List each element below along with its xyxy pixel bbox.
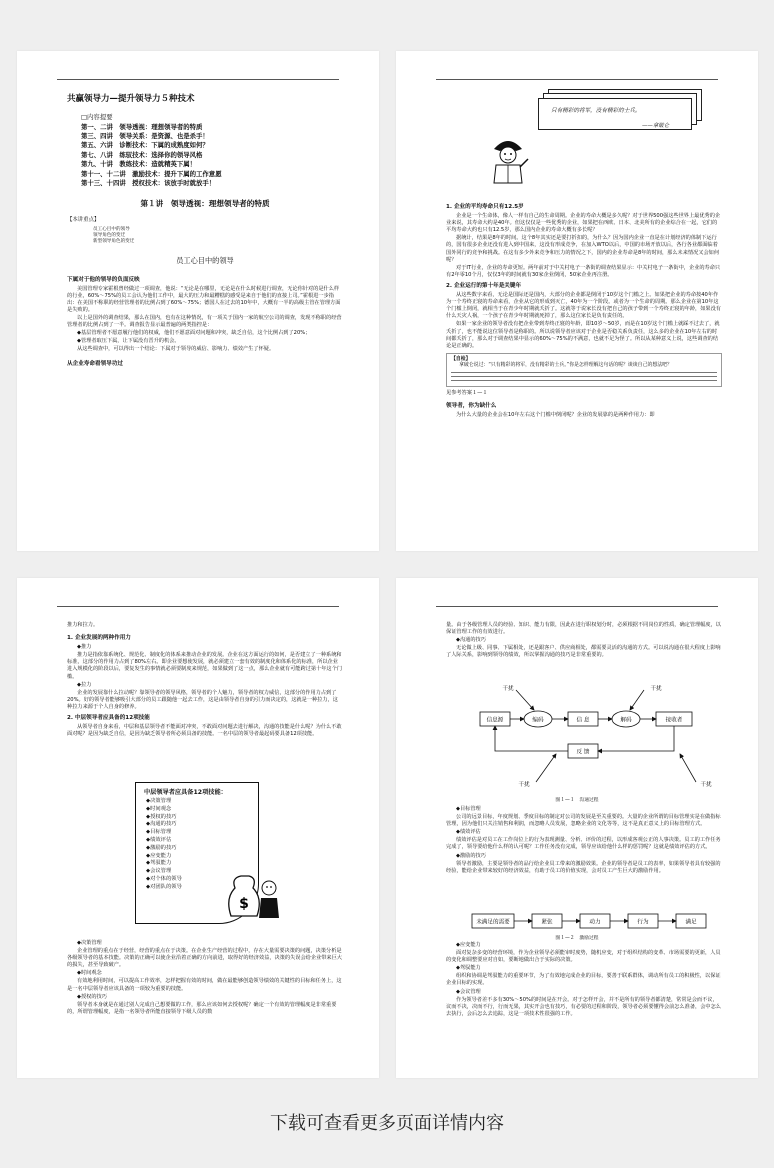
noise-label: 干扰 xyxy=(700,782,712,788)
paragraph: 推力是指依靠系统化、规范化、制度化的体系来推动企业的发展。企业在这方面运行的如何，是否建立了一种系统和标准，这部分的作用力占到了80%左右。即企业要想使发展，就必须建立一套有效的制度化和体系化的标准，所以企业进入规模化的阶段以后，要复发生的事情就必须要制度来规范，如果做到了这一点，那么企业就有可能跨过第十年这个门槛。 xyxy=(67,652,342,680)
heading: 1. 企业发展的两种作用力 xyxy=(67,635,131,642)
paragraph: ◆拉力 xyxy=(77,681,92,688)
answer-line xyxy=(451,380,717,381)
paragraph: 从这些数字来看，无论是国际还是国内，大部分的企业都是倒闭于10岁这个门槛之上。如果把企业的寿命按40年作为一个寿终正寝的寿命来看，企业从它的形成到灭亡，40年为一个阶段。或者为一个生命的周期。那么企业在第10年这个门槛上倒闭，就相当于在青少年时期就夭折了。这就等于说家长没有把自己的孩子带到一个寿终正寝的年龄，如果没有什么天灾人祸，一个孩子在青少年时期就死掉了，那么这位家长是负有责任的。 xyxy=(446,292,721,320)
paragraph: 企业的发展靠什么拉动呢？靠领导者的领导风格，领导者的个人魅力，领导者的权力威信，这部分的作用力占到了20%。好的领导者能够吸引大部分的员工跟随他一起去工作，这是由领导者自身的引力而决定的，这就是一种拉力，这种拉力来源于个人自身的修养。 xyxy=(67,689,338,710)
answer-reference: 见参考答案１—１ xyxy=(446,389,488,396)
key-point: 新型领导角色的变迁 xyxy=(93,239,135,245)
noise-label: 干扰 xyxy=(650,686,662,692)
flow-node: 信息源 xyxy=(486,717,504,724)
header-rule xyxy=(57,79,339,80)
header-rule xyxy=(57,606,339,607)
paragraph: 组织和协调是驾驭能力的重要环节，为了有效地完成企业的目标，要善于联系群体，调动所有员工的积极性，以保证企业目标的实现。 xyxy=(446,973,721,987)
paragraph: 对于IT行业，企业的寿命更短。两年前对于中关村电子一条街的调查结果显示：中关村电子一条街中，企业的寿命只有2年零10个月，仅仅3年的时间就有30家企业倒闭，50家企业再注册。 xyxy=(446,264,721,278)
paragraph: 为什么大量的企业会在10年左右这个门槛中倒闭呢？企业的发展靠的是两种作用力：即 xyxy=(456,412,655,419)
self-check-question: 拿破仑说过：“只有精彩的将军，没有精彩的士兵。”你是怎样理解这句话的呢？谈谈自己的想法吧？ xyxy=(459,362,672,369)
skills-title: 中层领导者应具备12项技能： xyxy=(144,789,227,796)
quote-cards xyxy=(538,95,698,135)
paragraph: 绩效评估是对员工在工作岗位上的行为表现测量、分析、评价的过程，以形成客观公正的人事决策。员工的工作任务完成了，领导要给他什么样的认可呢？工作任务没有完成，领导应该给他什么样的惩罚呢？这就是绩效评估的方式。 xyxy=(446,837,721,851)
heading: 领导者，你为缺什么 xyxy=(446,403,497,410)
skill-item: ◆授权的技巧 xyxy=(146,813,177,820)
diamond-bullet-icon: ◆ xyxy=(146,836,151,843)
paragraph: 以上是国外的调查结果，那么在国内，也有在这种情况，有一项关于国内一家的航空公司的调查，发现不称职的经营管理者的比例占到了一半。调查报告显示最普遍的两类指控是： xyxy=(67,314,342,329)
svg-text:$: $ xyxy=(239,896,249,912)
table-of-contents xyxy=(81,113,343,188)
flow-node: 接收者 xyxy=(665,717,683,724)
subheading: 下属对于他的领导的负面反映 xyxy=(67,276,140,283)
skill-item: ◆激励的技巧 xyxy=(146,844,177,851)
flow-node: 反 馈 xyxy=(576,749,590,756)
paragraph: 企业是一个生命体，像人一样有自己的生命周期。企业的寿命大概是多久呢？对于世界500强这些世界上最优秀的企业来说，其寿命大约是40年。但这仅仅是一些优秀的企业，如果把在西欧、日本、北美所有的企业综合在一起，它们的平均寿命大约也只有12.5岁，那么国内企业的寿命大概有多长呢？ xyxy=(446,213,721,234)
document-page-1 xyxy=(17,51,379,551)
paragraph: 从这些调查中，可以得出一个结论：下属对于领导的威信、影响力、绩效产生了怀疑。 xyxy=(77,346,275,353)
paragraph: ◆应变能力 xyxy=(456,942,481,948)
quote-author: ——拿破仑 xyxy=(642,123,669,129)
diamond-bullet-icon: ◆ xyxy=(146,875,151,882)
paragraph: ◆管理者取压下属，让下属没有晋升的机会。 xyxy=(77,338,180,345)
diamond-bullet-icon: ◆ xyxy=(146,852,151,859)
subheading: 从企业寿命看领导功过 xyxy=(67,361,123,368)
heading: 2. 企业运行的第十年是关键年 xyxy=(446,282,522,289)
flow-node: 解码 xyxy=(620,717,632,724)
flow-node: 行为 xyxy=(637,919,649,926)
toc-item: 第七、八讲 练驭技术：选择你的领导风格 xyxy=(81,150,203,159)
paragraph: 企业管理的重点在于经营，经营的重点在于决策。在企业生产经营的过程中，存在大量需要决策的问题，决策分析是各级领导者的基本技能。决策的正确可以使企业沿着正确的方向前进，取得好的经济效益，决策的失误会给企业带来巨大的损失，甚至导致破产。 xyxy=(67,948,342,969)
skill-item: ◆应变能力 xyxy=(146,852,172,859)
download-more-caption[interactable]: 下载可查看更多页面详情内容 xyxy=(270,1113,504,1134)
paragraph: ◆决策管理 xyxy=(77,940,102,946)
diamond-bullet-icon: ◆ xyxy=(146,829,151,836)
skill-item: ◆目标管理 xyxy=(146,829,172,836)
toc-heading: □内容提要 xyxy=(81,113,113,122)
heading: 2. 中层领导者应具备的12项技能 xyxy=(67,715,150,722)
flow-node: 紧张 xyxy=(541,919,553,926)
skill-item: ◆沟通的技巧 xyxy=(146,821,177,828)
paragraph: 如果一家企业的领导者没有把企业带到寿终正寝的年龄，即10岁～50岁，而是在10岁这个门槛上就踩不过去了，就夭折了，也不能说这位领导者是称职的。所以说领导者应该对于企业是否稳关系负责任，这么多的企业在10年左右的时间都夭折了，那么对于调查结果中显示的60%～75%的不满意，也就不足为怪了。所以从某种意义上说，这些调查的结论是正确的。 xyxy=(446,321,720,349)
paragraph: 面对复杂多变的经营环境，作为企业领导必须能审时度势，随机应变，对于组织结构的变革、市场需要的更新，人员的变化和调整要应对自如，要断地做出合于实际的决策。 xyxy=(446,950,721,964)
paragraph: 从领导者自身来看，中层和基层领导者不能面对冲突，不敢面对问题去进行解决，沟通的技能是什么呢？为什么不敢面对呢？是因为缺乏自信，是因为缺乏领导者所必须具备的技能。一名中层的领导者最起码要具备12项技能。 xyxy=(67,724,342,738)
document-title: 共赢领导力—提升领导力５种技术 xyxy=(67,94,195,104)
diamond-bullet-icon: ◆ xyxy=(146,844,151,851)
diamond-bullet-icon: ◆ xyxy=(146,821,151,828)
noise-label: 干扰 xyxy=(518,782,530,788)
paragraph: ◆推力 xyxy=(77,644,92,651)
diamond-bullet-icon: ◆ xyxy=(146,868,151,875)
skill-item: ◆时间观念 xyxy=(146,805,172,812)
key-points-heading: 【本讲重点】 xyxy=(67,217,100,224)
document-page-4 xyxy=(396,578,758,1078)
paragraph: 领导者本身就是在通过别人完成自己想要做的工作，那么应该如何去授权呢？确定一个有效的管理幅度是非常重要的，所谓管理幅度，是指一名领导者所能直接领导下级人员的数 xyxy=(67,1001,337,1015)
section-title: 员工心目中的领导 xyxy=(176,256,234,266)
diamond-bullet-icon: ◆ xyxy=(146,805,151,812)
paragraph: ◆沟通的技巧 xyxy=(456,637,486,644)
paragraph: 量。由于各级管理人员的经验、知识、能力有限，因此在进行职权划分时，必须根据不同岗位的性质，确定管理幅度，以保证管理工作的有效进行。 xyxy=(446,622,721,636)
motivation-process-diagram xyxy=(470,910,720,932)
money-bag-cartoon-icon xyxy=(225,868,285,924)
self-check-box xyxy=(446,353,722,387)
key-point: 领导角色的变迁 xyxy=(93,232,126,238)
diamond-bullet-icon: ◆ xyxy=(146,813,151,820)
paragraph: ◆驾驭能力 xyxy=(456,965,481,972)
answer-line xyxy=(451,372,717,373)
quote-card xyxy=(538,98,692,130)
napoleon-cartoon-icon xyxy=(486,135,530,185)
flow-node: 信 息 xyxy=(576,717,590,724)
paragraph: ◆会议管理 xyxy=(456,988,481,995)
paragraph: 领导者激励，主要是领导者的品行给企业员工带来的激励效果。企业的领导者是员工的表率，如果领导者具有较强的经验，能给企业带来较好的经济效益，有助于员工的价值实现，会对员工产生巨大的激励作用。 xyxy=(446,860,721,874)
diamond-bullet-icon: ◆ xyxy=(146,798,151,804)
self-check-heading: 【自检】 xyxy=(451,355,471,362)
skill-item: ◆对团队的领导 xyxy=(146,883,182,890)
lecture-title: 第１讲 领导透视：理想领导者的特质 xyxy=(140,199,270,209)
diamond-bullet-icon: ◆ xyxy=(146,860,151,867)
heading: 1. 企业的平均寿命只有12.5岁 xyxy=(446,204,524,210)
flow-node: 未满足的需要 xyxy=(476,919,510,926)
paragraph: ◆时间观念 xyxy=(77,970,102,977)
skill-item: ◆绩效评估 xyxy=(146,836,172,843)
skill-item: ◆会议管理 xyxy=(146,868,172,875)
toc-item: 第十一、十二讲 激励技术：提升下属的工作意愿 xyxy=(81,169,222,178)
paragraph: 公司的远景目标，年度规划、季度目标的制定对公司的发展是至关重要的。大量的企业所谓的目标管理实是在做指标管理，因为他们只关注销售和利润，而忽略人员发展，忽略企业的文化等等，这不是真正意义上的目标管理方式。 xyxy=(446,814,721,828)
paragraph: ◆绩效评估 xyxy=(456,829,481,836)
flow-node: 满足 xyxy=(685,919,697,926)
key-point: 员工心目中的领导 xyxy=(93,226,130,232)
paragraph: ◆目标管理 xyxy=(456,806,481,812)
paragraph: 作为领导者差不多有30%～50%的时间是在开会。对于怎样开会，并不是所有的领导者都清楚，常常是会而不议，议而不决，决而不行，行而无果，其实开会也有技巧，有必要的过程和阶段，领导者必须要懂得会前怎么准备，会中怎么去执行，会后怎么去追踪，这是一项技术性很强的工作。 xyxy=(446,996,721,1017)
toc-item: 第五、六讲 诊断技术：下属的成熟度如何？ xyxy=(81,141,209,150)
paragraph: 推力和拉力。 xyxy=(67,622,99,628)
document-page-2 xyxy=(396,51,758,551)
paragraph: ◆授权的技巧 xyxy=(77,993,107,1000)
skill-item: ◆对个体的领导 xyxy=(146,875,182,882)
paragraph: 美国管理专家霍根曾经做过一项调查，他说：“无论是在哪里，无论是在什么时候进行调查，无论你针对的是什么样的行业，60%～75%的员工会认为他们工作中，最大的压力和最糟糕的感受是来自于他们的直接上司。”霍根进一步指出：在美国不称职的经营管理者的比例占到了60%～75%；德国人在过去的10年中，大概有一半的高级主管在管理方面是失败的。 xyxy=(67,285,341,313)
paragraph: 有效地利用时间，可以提高工作效率，怎样把握有效的时间，做在最能够创造领导绩效的关键性的目标和任务上，这是一名中层领导者应该具备的一项较为重要的技能。 xyxy=(67,978,342,992)
diamond-bullet-icon: ◆ xyxy=(146,883,151,890)
paragraph: 据统计，结果是8年的时间。这个8年其实还是要打折扣的，为什么？因为国内企业一直是在计划经济的体制下运行的，国有很多企业还没有进入到中国来，这没有形成竞争，在加入WTO以后，中国的市场开放以后，各行各业都面临着国外同行的竞争和挑战。在这有多少外来竞争和压力的情况之下，国内的企业寿命是8年的时间，那么未来情况又会如何呢？ xyxy=(446,235,720,263)
noise-label: 干扰 xyxy=(502,686,514,692)
toc-item: 第三、四讲 领导关系：是资源、也是杀手！ xyxy=(81,131,209,140)
paragraph: 无论做上级、同事、下属相处，还是跟客户、供应商相处，都需要灵活的沟通的方式。可以说沟通在很大程度上影响了人际关系，影响到领导的绩效，所以掌握沟通的技巧是非常重要的。 xyxy=(446,645,721,659)
skill-item: ◆决策管理 xyxy=(146,798,172,804)
flow-node: 编码 xyxy=(532,717,544,724)
header-rule xyxy=(436,606,718,607)
paragraph: ◆基层管理者不愿意履行他们的权威，他们不愿意面对问题和冲突，缺乏自信，这个比例占到了20%； xyxy=(77,330,311,337)
quote-text: 只有精彩的将军，没有精彩的士兵。 xyxy=(551,108,641,114)
toc-item: 第十三、十四讲 授权技术：该放手时就放手！ xyxy=(81,178,216,187)
communication-process-diagram xyxy=(476,682,716,792)
flow-node: 动力 xyxy=(589,919,601,926)
figure-caption: 图１—１ 沟通过程 xyxy=(555,798,599,803)
answer-line xyxy=(451,376,717,377)
figure-caption: 图１—２ 激励过程 xyxy=(555,936,599,941)
paragraph: ◆激励的技巧 xyxy=(456,852,486,859)
document-page-3 xyxy=(17,578,379,1078)
toc-item: 第一、二讲 领导透视：理想领导者的特质 xyxy=(81,122,203,131)
toc-item: 第九、十讲 教练技术：造就精英下属！ xyxy=(81,160,197,169)
skill-item: ◆驾驭能力 xyxy=(146,860,172,867)
header-rule xyxy=(436,79,718,80)
